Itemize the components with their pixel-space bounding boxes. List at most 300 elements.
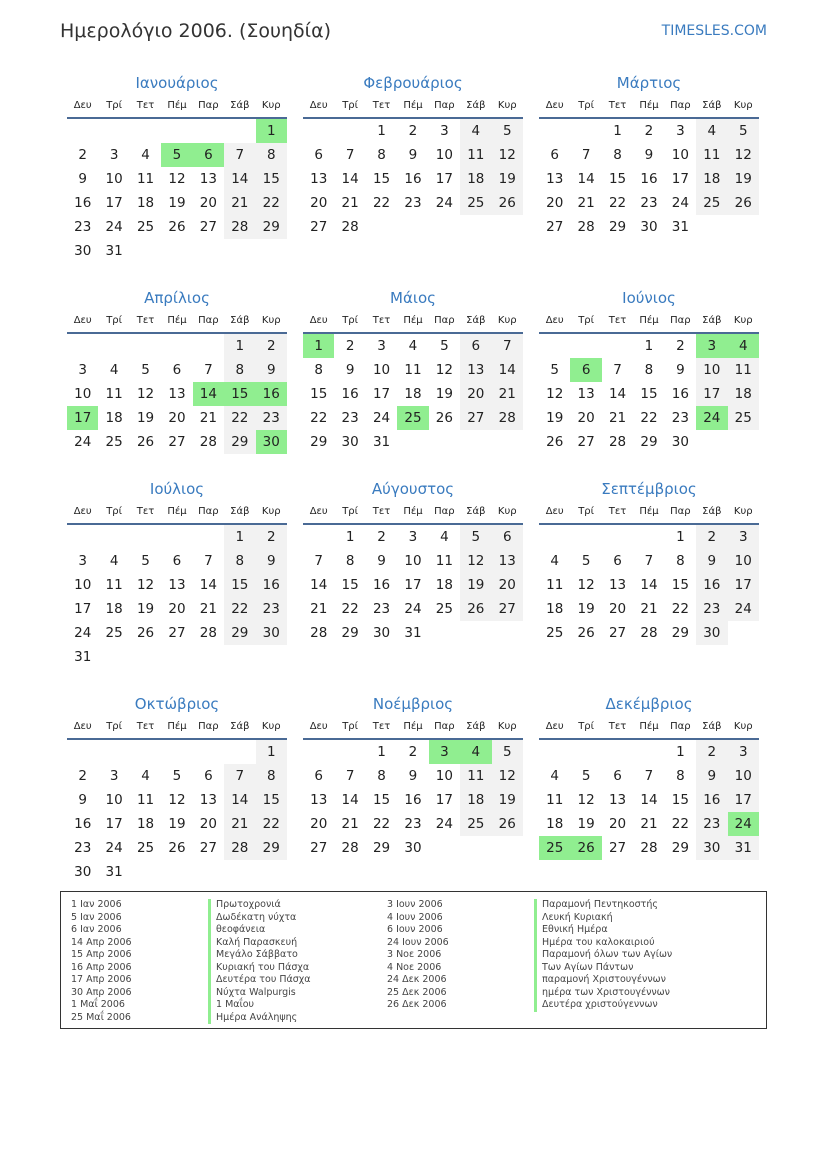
day-cell[interactable]: 25 [696,191,727,215]
day-cell[interactable]: 4 [141,768,150,784]
day-cell[interactable]: 28 [577,219,595,235]
day-cell[interactable]: 11 [404,362,422,378]
day-cell[interactable]: 9 [696,549,727,573]
day-cell[interactable]: 17 [435,792,453,808]
day-cell[interactable]: 9 [408,768,418,784]
day-cell[interactable]: 19 [168,195,186,211]
day-cell[interactable]: 29 [341,625,359,641]
day-cell[interactable]: 1 [377,744,386,760]
day-cell[interactable]: 25 [728,406,759,430]
day-cell[interactable]: 22 [256,191,287,215]
day-cell[interactable]: 21 [224,812,255,836]
day-cell[interactable]: 17 [435,171,453,187]
day-cell[interactable]: 8 [224,549,255,573]
day-cell[interactable]: 26 [168,840,186,856]
day-cell[interactable]: 18 [460,788,491,812]
day-cell[interactable]: 23 [256,406,287,430]
day-cell[interactable]: 29 [372,840,391,856]
day-cell[interactable]: 29 [310,434,328,450]
day-cell[interactable]: 3 [78,362,87,378]
day-cell[interactable]: 31 [728,836,759,860]
day-cell[interactable]: 5 [460,525,491,549]
day-cell[interactable]: 2 [676,338,685,354]
day-cell[interactable]: 11 [136,792,155,808]
day-cell[interactable]: 17 [372,386,391,402]
day-cell[interactable]: 23 [696,812,727,836]
day-cell[interactable]: 11 [546,577,564,593]
day-cell[interactable]: 25 [105,434,123,450]
day-cell[interactable]: 30 [640,219,658,235]
holiday-day-cell[interactable]: 30 [256,430,287,454]
day-cell[interactable]: 23 [74,219,92,235]
day-cell[interactable]: 8 [377,147,386,163]
day-cell[interactable]: 18 [105,410,123,426]
day-cell[interactable]: 6 [172,362,182,378]
day-cell[interactable]: 18 [546,816,564,832]
day-cell[interactable]: 2 [78,768,87,784]
day-cell[interactable]: 2 [644,123,654,139]
day-cell[interactable]: 29 [224,621,255,645]
day-cell[interactable]: 6 [613,553,622,569]
day-cell[interactable]: 19 [492,167,523,191]
day-cell[interactable]: 8 [676,768,685,784]
day-cell[interactable]: 21 [492,382,523,406]
day-cell[interactable]: 7 [204,362,213,378]
day-cell[interactable]: 16 [256,573,287,597]
day-cell[interactable]: 22 [608,195,627,211]
day-cell[interactable]: 24 [435,195,453,211]
day-cell[interactable]: 13 [168,577,186,593]
day-cell[interactable]: 27 [577,434,595,450]
day-cell[interactable]: 16 [74,816,92,832]
day-cell[interactable]: 23 [671,410,689,426]
day-cell[interactable]: 3 [676,123,685,139]
day-cell[interactable]: 11 [105,386,123,402]
day-cell[interactable]: 8 [613,147,622,163]
day-cell[interactable]: 22 [256,812,287,836]
day-cell[interactable]: 21 [341,195,359,211]
day-cell[interactable]: 20 [608,601,627,617]
day-cell[interactable]: 23 [74,840,92,856]
day-cell[interactable]: 29 [671,840,689,856]
day-cell[interactable]: 9 [256,549,287,573]
day-cell[interactable]: 22 [310,410,328,426]
day-cell[interactable]: 23 [372,601,391,617]
day-cell[interactable]: 4 [141,147,150,163]
day-cell[interactable]: 5 [492,119,523,143]
day-cell[interactable]: 27 [199,840,217,856]
day-cell[interactable]: 22 [671,816,689,832]
day-cell[interactable]: 14 [224,167,255,191]
day-cell[interactable]: 14 [341,792,359,808]
day-cell[interactable]: 25 [460,812,491,836]
day-cell[interactable]: 24 [105,840,123,856]
day-cell[interactable]: 17 [105,195,123,211]
day-cell[interactable]: 1 [224,525,255,549]
day-cell[interactable]: 13 [546,171,564,187]
day-cell[interactable]: 6 [550,147,559,163]
day-cell[interactable]: 18 [105,601,123,617]
day-cell[interactable]: 26 [492,191,523,215]
day-cell[interactable]: 27 [199,219,217,235]
day-cell[interactable]: 31 [105,243,123,259]
day-cell[interactable]: 3 [109,768,119,784]
day-cell[interactable]: 10 [404,553,422,569]
day-cell[interactable]: 5 [141,553,150,569]
day-cell[interactable]: 19 [577,816,595,832]
day-cell[interactable]: 1 [676,744,685,760]
day-cell[interactable]: 12 [460,549,491,573]
day-cell[interactable]: 4 [408,338,418,354]
day-cell[interactable]: 15 [640,386,658,402]
day-cell[interactable]: 24 [435,816,453,832]
day-cell[interactable]: 7 [204,553,213,569]
day-cell[interactable]: 14 [341,171,359,187]
day-cell[interactable]: 13 [460,358,491,382]
holiday-day-cell[interactable]: 4 [460,740,491,764]
day-cell[interactable]: 9 [345,362,355,378]
day-cell[interactable]: 8 [377,768,386,784]
holiday-day-cell[interactable]: 26 [570,836,601,860]
day-cell[interactable]: 14 [492,358,523,382]
day-cell[interactable]: 31 [74,649,92,665]
holiday-day-cell[interactable]: 1 [303,334,334,358]
day-cell[interactable]: 31 [372,434,391,450]
day-cell[interactable]: 17 [105,816,123,832]
day-cell[interactable]: 14 [199,577,217,593]
day-cell[interactable]: 2 [696,740,727,764]
day-cell[interactable]: 19 [577,601,595,617]
day-cell[interactable]: 21 [640,816,658,832]
day-cell[interactable]: 27 [460,406,491,430]
day-cell[interactable]: 10 [105,792,123,808]
day-cell[interactable]: 30 [74,864,92,880]
day-cell[interactable]: 15 [310,386,328,402]
day-cell[interactable]: 7 [224,764,255,788]
day-cell[interactable]: 15 [671,792,689,808]
day-cell[interactable]: 11 [696,143,727,167]
day-cell[interactable]: 23 [640,195,658,211]
day-cell[interactable]: 31 [404,625,422,641]
day-cell[interactable]: 16 [341,386,359,402]
day-cell[interactable]: 15 [372,792,391,808]
day-cell[interactable]: 21 [224,191,255,215]
day-cell[interactable]: 26 [168,219,186,235]
day-cell[interactable]: 7 [492,334,523,358]
day-cell[interactable]: 30 [671,434,689,450]
day-cell[interactable]: 28 [341,219,359,235]
day-cell[interactable]: 27 [168,625,186,641]
day-cell[interactable]: 12 [492,764,523,788]
day-cell[interactable]: 27 [168,434,186,450]
day-cell[interactable]: 28 [224,836,255,860]
day-cell[interactable]: 10 [74,577,92,593]
day-cell[interactable]: 9 [377,553,386,569]
day-cell[interactable]: 3 [109,147,119,163]
day-cell[interactable]: 16 [372,577,391,593]
day-cell[interactable]: 23 [696,597,727,621]
holiday-day-cell[interactable]: 15 [224,382,255,406]
day-cell[interactable]: 10 [671,147,689,163]
day-cell[interactable]: 19 [728,167,759,191]
day-cell[interactable]: 28 [640,840,658,856]
day-cell[interactable]: 13 [492,549,523,573]
day-cell[interactable]: 20 [608,816,627,832]
day-cell[interactable]: 8 [345,553,355,569]
day-cell[interactable]: 9 [78,792,87,808]
day-cell[interactable]: 26 [577,625,595,641]
day-cell[interactable]: 2 [408,123,418,139]
day-cell[interactable]: 21 [577,195,595,211]
day-cell[interactable]: 9 [408,147,418,163]
day-cell[interactable]: 24 [404,601,422,617]
day-cell[interactable]: 5 [581,553,591,569]
day-cell[interactable]: 22 [372,816,391,832]
day-cell[interactable]: 17 [728,788,759,812]
day-cell[interactable]: 20 [577,410,595,426]
day-cell[interactable]: 2 [256,334,287,358]
day-cell[interactable]: 29 [671,625,689,641]
day-cell[interactable]: 28 [608,434,627,450]
brand-link[interactable]: TIMESLES.COM [661,23,767,39]
day-cell[interactable]: 28 [341,840,359,856]
day-cell[interactable]: 1 [345,529,355,545]
day-cell[interactable]: 11 [460,764,491,788]
day-cell[interactable]: 21 [310,601,328,617]
day-cell[interactable]: 18 [136,195,155,211]
day-cell[interactable]: 9 [644,147,654,163]
day-cell[interactable]: 11 [460,143,491,167]
day-cell[interactable]: 27 [608,625,627,641]
day-cell[interactable]: 13 [608,577,627,593]
day-cell[interactable]: 19 [136,601,155,617]
day-cell[interactable]: 10 [74,386,92,402]
day-cell[interactable]: 5 [550,362,559,378]
day-cell[interactable]: 25 [546,625,564,641]
day-cell[interactable]: 28 [640,625,658,641]
day-cell[interactable]: 1 [377,123,386,139]
day-cell[interactable]: 18 [136,816,155,832]
day-cell[interactable]: 29 [224,430,255,454]
day-cell[interactable]: 19 [492,788,523,812]
day-cell[interactable]: 12 [136,386,155,402]
day-cell[interactable]: 8 [314,362,323,378]
day-cell[interactable]: 3 [728,740,759,764]
day-cell[interactable]: 13 [168,386,186,402]
day-cell[interactable]: 14 [608,386,627,402]
day-cell[interactable]: 18 [546,601,564,617]
day-cell[interactable]: 20 [310,816,328,832]
day-cell[interactable]: 9 [78,171,87,187]
day-cell[interactable]: 6 [613,768,622,784]
day-cell[interactable]: 13 [199,171,217,187]
day-cell[interactable]: 24 [74,625,92,641]
day-cell[interactable]: 7 [613,362,622,378]
day-cell[interactable]: 21 [640,601,658,617]
holiday-day-cell[interactable]: 25 [397,406,428,430]
day-cell[interactable]: 1 [644,338,654,354]
day-cell[interactable]: 24 [728,597,759,621]
day-cell[interactable]: 17 [728,573,759,597]
day-cell[interactable]: 12 [492,143,523,167]
holiday-day-cell[interactable]: 6 [570,358,601,382]
day-cell[interactable]: 7 [345,147,355,163]
day-cell[interactable]: 3 [728,525,759,549]
day-cell[interactable]: 14 [640,577,658,593]
day-cell[interactable]: 29 [256,836,287,860]
day-cell[interactable]: 8 [676,553,685,569]
day-cell[interactable]: 1 [613,123,622,139]
holiday-day-cell[interactable]: 5 [161,143,192,167]
day-cell[interactable]: 7 [224,143,255,167]
day-cell[interactable]: 21 [341,816,359,832]
day-cell[interactable]: 9 [696,764,727,788]
day-cell[interactable]: 6 [492,525,523,549]
day-cell[interactable]: 2 [345,338,355,354]
day-cell[interactable]: 6 [314,147,323,163]
day-cell[interactable]: 26 [435,410,453,426]
day-cell[interactable]: 17 [671,171,689,187]
day-cell[interactable]: 30 [74,243,92,259]
day-cell[interactable]: 27 [310,219,328,235]
day-cell[interactable]: 24 [671,195,689,211]
day-cell[interactable]: 25 [136,219,155,235]
day-cell[interactable]: 26 [136,434,155,450]
day-cell[interactable]: 15 [372,171,391,187]
day-cell[interactable]: 25 [105,625,123,641]
day-cell[interactable]: 22 [224,597,255,621]
day-cell[interactable]: 10 [728,764,759,788]
day-cell[interactable]: 29 [608,219,627,235]
day-cell[interactable]: 22 [372,195,391,211]
day-cell[interactable]: 3 [78,553,87,569]
day-cell[interactable]: 15 [256,167,287,191]
day-cell[interactable]: 4 [109,362,119,378]
day-cell[interactable]: 11 [435,553,453,569]
day-cell[interactable]: 12 [168,171,186,187]
day-cell[interactable]: 3 [408,529,418,545]
day-cell[interactable]: 5 [581,768,591,784]
holiday-day-cell[interactable]: 17 [67,406,98,430]
day-cell[interactable]: 26 [546,434,564,450]
day-cell[interactable]: 19 [460,573,491,597]
day-cell[interactable]: 11 [546,792,564,808]
day-cell[interactable]: 13 [199,792,217,808]
day-cell[interactable]: 5 [172,768,182,784]
day-cell[interactable]: 22 [224,406,255,430]
holiday-day-cell[interactable]: 24 [696,406,727,430]
day-cell[interactable]: 21 [199,410,217,426]
day-cell[interactable]: 17 [74,601,92,617]
day-cell[interactable]: 12 [546,386,564,402]
day-cell[interactable]: 30 [372,625,391,641]
day-cell[interactable]: 25 [460,191,491,215]
day-cell[interactable]: 23 [404,816,422,832]
day-cell[interactable]: 20 [546,195,564,211]
day-cell[interactable]: 6 [172,553,182,569]
day-cell[interactable]: 15 [224,573,255,597]
day-cell[interactable]: 8 [256,143,287,167]
day-cell[interactable]: 19 [136,410,155,426]
day-cell[interactable]: 10 [435,768,453,784]
day-cell[interactable]: 10 [696,358,727,382]
day-cell[interactable]: 9 [256,358,287,382]
day-cell[interactable]: 26 [136,625,155,641]
day-cell[interactable]: 23 [256,597,287,621]
day-cell[interactable]: 4 [696,119,727,143]
day-cell[interactable]: 7 [644,768,654,784]
day-cell[interactable]: 25 [435,601,453,617]
day-cell[interactable]: 16 [404,171,422,187]
day-cell[interactable]: 28 [199,625,217,641]
day-cell[interactable]: 27 [310,840,328,856]
day-cell[interactable]: 2 [408,744,418,760]
day-cell[interactable]: 4 [109,553,119,569]
day-cell[interactable]: 1 [256,740,287,764]
day-cell[interactable]: 3 [440,123,449,139]
day-cell[interactable]: 23 [341,410,359,426]
day-cell[interactable]: 26 [728,191,759,215]
day-cell[interactable]: 30 [341,434,359,450]
day-cell[interactable]: 31 [671,219,689,235]
day-cell[interactable]: 19 [435,386,453,402]
day-cell[interactable]: 24 [372,410,391,426]
day-cell[interactable]: 4 [440,529,449,545]
day-cell[interactable]: 18 [696,167,727,191]
day-cell[interactable]: 20 [199,195,217,211]
day-cell[interactable]: 12 [136,577,155,593]
day-cell[interactable]: 26 [460,597,491,621]
day-cell[interactable]: 16 [671,386,689,402]
day-cell[interactable]: 14 [224,788,255,812]
day-cell[interactable]: 2 [78,147,87,163]
day-cell[interactable]: 28 [492,406,523,430]
day-cell[interactable]: 1 [224,334,255,358]
day-cell[interactable]: 22 [341,601,359,617]
day-cell[interactable]: 8 [224,358,255,382]
day-cell[interactable]: 18 [728,382,759,406]
day-cell[interactable]: 12 [168,792,186,808]
day-cell[interactable]: 30 [696,621,727,645]
holiday-day-cell[interactable]: 4 [728,334,759,358]
day-cell[interactable]: 1 [676,529,685,545]
day-cell[interactable]: 26 [492,812,523,836]
holiday-day-cell[interactable]: 3 [429,740,460,764]
holiday-day-cell[interactable]: 1 [256,119,287,143]
day-cell[interactable]: 9 [676,362,685,378]
day-cell[interactable]: 22 [640,410,658,426]
day-cell[interactable]: 13 [310,792,328,808]
day-cell[interactable]: 13 [577,386,595,402]
day-cell[interactable]: 10 [105,171,123,187]
day-cell[interactable]: 18 [435,577,453,593]
day-cell[interactable]: 15 [608,171,627,187]
day-cell[interactable]: 25 [136,840,155,856]
day-cell[interactable]: 24 [105,219,123,235]
day-cell[interactable]: 4 [550,768,559,784]
day-cell[interactable]: 20 [460,382,491,406]
day-cell[interactable]: 5 [141,362,150,378]
day-cell[interactable]: 29 [640,434,658,450]
day-cell[interactable]: 27 [608,840,627,856]
day-cell[interactable]: 13 [310,171,328,187]
day-cell[interactable]: 27 [492,597,523,621]
day-cell[interactable]: 8 [644,362,654,378]
day-cell[interactable]: 7 [581,147,591,163]
holiday-day-cell[interactable]: 16 [256,382,287,406]
day-cell[interactable]: 10 [728,549,759,573]
day-cell[interactable]: 4 [550,553,559,569]
